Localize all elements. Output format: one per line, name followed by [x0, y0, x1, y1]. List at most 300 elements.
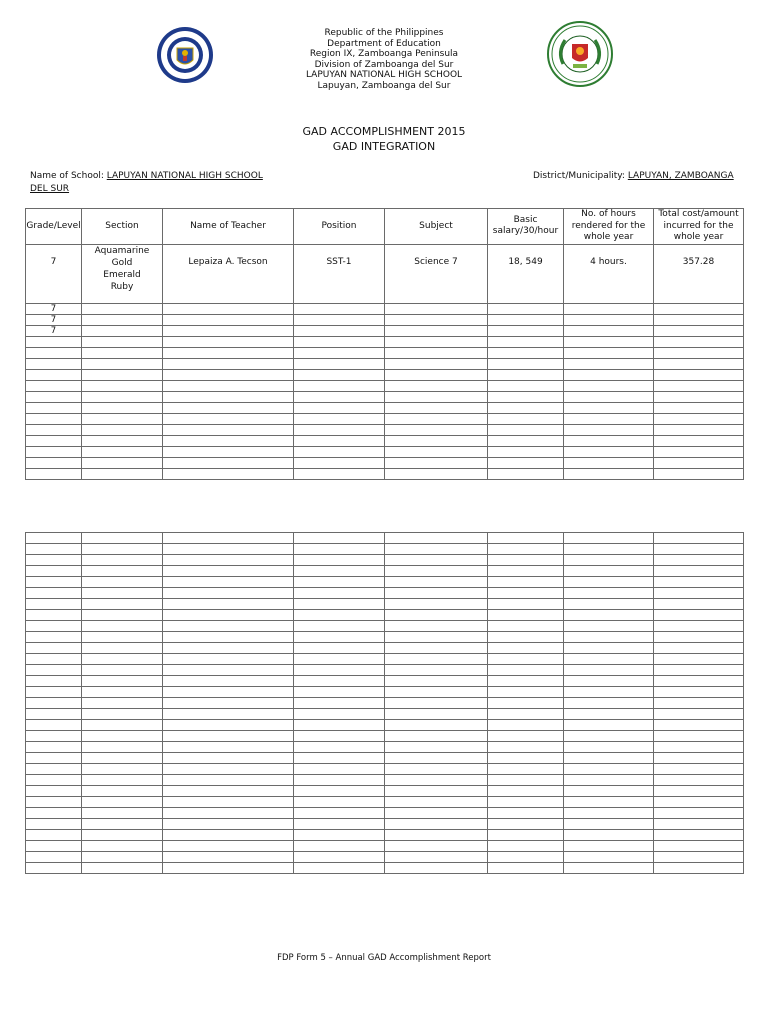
table-cell [163, 863, 294, 874]
table-row [26, 391, 744, 402]
table-cell [564, 599, 654, 610]
table-cell [385, 347, 488, 358]
table-cell [654, 632, 744, 643]
header-line: Republic of the Philippines [324, 28, 444, 38]
deped-seal-icon [151, 26, 219, 84]
table-row [26, 676, 744, 687]
table-cell [82, 446, 163, 457]
table-cell [26, 621, 82, 632]
table-cell [385, 402, 488, 413]
table-cell [294, 380, 385, 391]
table-cell [385, 665, 488, 676]
table-cell [82, 325, 163, 336]
table-row [26, 413, 744, 424]
table-cell [82, 380, 163, 391]
table-cell [654, 742, 744, 753]
table-cell [163, 577, 294, 588]
table-cell [488, 709, 564, 720]
cell-grade [26, 446, 82, 457]
table-cell [654, 830, 744, 841]
table-cell [385, 599, 488, 610]
table-cell [26, 852, 82, 863]
table-cell [294, 665, 385, 676]
table-cell [385, 468, 488, 479]
table-cell [654, 369, 744, 380]
table-cell [385, 632, 488, 643]
school-value: LAPUYAN NATIONAL HIGH SCHOOL [106, 171, 263, 181]
table-cell [163, 435, 294, 446]
table-cell [654, 336, 744, 347]
table-row [26, 775, 744, 786]
table-row [26, 380, 744, 391]
table-cell [564, 830, 654, 841]
table-cell [26, 863, 82, 874]
table-row [26, 852, 744, 863]
cell-position: SST-1 [294, 244, 385, 303]
table-cell [385, 369, 488, 380]
table-cell [26, 643, 82, 654]
table-cell [26, 632, 82, 643]
col-header-teacher: Name of Teacher [163, 209, 294, 245]
table-cell [488, 577, 564, 588]
table-cell [654, 720, 744, 731]
table-cell [294, 577, 385, 588]
table-cell [163, 544, 294, 555]
table-cell [163, 753, 294, 764]
table-cell [654, 446, 744, 457]
table-row [26, 731, 744, 742]
table-cell [82, 753, 163, 764]
table-cell [294, 863, 385, 874]
table-cell [564, 544, 654, 555]
table-cell [385, 610, 488, 621]
table-cell [82, 676, 163, 687]
table-cell [163, 632, 294, 643]
table-cell [654, 698, 744, 709]
table-cell [488, 457, 564, 468]
table-cell [294, 599, 385, 610]
table-cell [564, 314, 654, 325]
table-cell [488, 566, 564, 577]
table-cell [82, 830, 163, 841]
table-cell [564, 632, 654, 643]
table-cell [654, 555, 744, 566]
table-cell [654, 435, 744, 446]
table-row [26, 830, 744, 841]
table-row [26, 764, 744, 775]
table-cell [385, 325, 488, 336]
table-cell [564, 336, 654, 347]
table-cell [163, 830, 294, 841]
table-cell [163, 336, 294, 347]
table-cell [564, 742, 654, 753]
table-row [26, 577, 744, 588]
table-cell [385, 358, 488, 369]
section-name: Emerald [103, 269, 141, 280]
col-header-grade: Grade/Level [26, 209, 82, 245]
table-cell [385, 687, 488, 698]
table-cell [163, 852, 294, 863]
table-cell [564, 764, 654, 775]
table-cell [488, 841, 564, 852]
table-cell [82, 599, 163, 610]
table-cell [385, 380, 488, 391]
cell-grade [26, 369, 82, 380]
table-cell [385, 731, 488, 742]
table-cell [488, 599, 564, 610]
cell-grade [26, 336, 82, 347]
table-cell [82, 555, 163, 566]
form-footer: FDP Form 5 – Annual GAD Accomplishment Report [277, 953, 491, 963]
col-header-salary: Basic salary/30/hour [488, 209, 564, 245]
table-row [26, 786, 744, 797]
table-cell [163, 819, 294, 830]
table-cell [385, 830, 488, 841]
table-row [26, 244, 744, 303]
table-cell [488, 797, 564, 808]
table-row [26, 457, 744, 468]
cell-grade [26, 468, 82, 479]
table-cell [654, 457, 744, 468]
table-cell [385, 457, 488, 468]
table-cell [163, 303, 294, 314]
letterhead [240, 28, 528, 91]
table-cell [26, 588, 82, 599]
table-cell [163, 665, 294, 676]
table-row [26, 336, 744, 347]
table-cell [564, 358, 654, 369]
table-cell [488, 830, 564, 841]
table-cell [488, 808, 564, 819]
table-cell [488, 555, 564, 566]
table-cell [488, 654, 564, 665]
table-cell [82, 775, 163, 786]
table-row [26, 621, 744, 632]
table-cell [564, 391, 654, 402]
table-cell [385, 424, 488, 435]
table-cell [26, 764, 82, 775]
table-cell [294, 632, 385, 643]
table-cell [564, 709, 654, 720]
table-cell [82, 358, 163, 369]
col-header-hours: No. of hours rendered for the whole year [564, 209, 654, 245]
table-cell [26, 687, 82, 698]
table-cell [654, 687, 744, 698]
table-cell [488, 731, 564, 742]
table-cell [82, 742, 163, 753]
table-cell [26, 610, 82, 621]
table-cell [385, 709, 488, 720]
table-cell [488, 380, 564, 391]
table-cell [294, 687, 385, 698]
table-cell [564, 402, 654, 413]
table-cell [26, 544, 82, 555]
table-row [26, 753, 744, 764]
table-cell [654, 676, 744, 687]
table-cell [163, 654, 294, 665]
table-cell [82, 468, 163, 479]
table-cell [385, 566, 488, 577]
table-cell [488, 391, 564, 402]
table-cell [163, 621, 294, 632]
table-cell [385, 698, 488, 709]
table-cell [294, 621, 385, 632]
school-label: Name of School: [30, 171, 107, 181]
table-cell [564, 775, 654, 786]
cell-grade [26, 424, 82, 435]
table-cell [26, 654, 82, 665]
table-cell [82, 391, 163, 402]
cell-grade: 7 [26, 325, 82, 336]
table-cell [294, 314, 385, 325]
table-cell [385, 446, 488, 457]
table-cell [564, 577, 654, 588]
table-cell [163, 314, 294, 325]
table-cell [564, 435, 654, 446]
table-cell [82, 698, 163, 709]
table-cell [82, 402, 163, 413]
table-cell [488, 786, 564, 797]
table-cell [163, 676, 294, 687]
table-cell [163, 402, 294, 413]
table-cell [163, 841, 294, 852]
table-cell [488, 303, 564, 314]
table-cell [294, 753, 385, 764]
table-cell [564, 533, 654, 544]
table-cell [488, 347, 564, 358]
table-cell [654, 852, 744, 863]
cell-section [82, 244, 163, 303]
table-cell [82, 424, 163, 435]
table-cell [654, 533, 744, 544]
table-cell [26, 665, 82, 676]
table-cell [163, 325, 294, 336]
table-cell [654, 599, 744, 610]
table-cell [163, 424, 294, 435]
table-cell [654, 731, 744, 742]
table-cell [82, 786, 163, 797]
table-cell [82, 665, 163, 676]
table-cell [654, 424, 744, 435]
table-cell [163, 709, 294, 720]
table-cell [82, 841, 163, 852]
table-cell [488, 402, 564, 413]
school-name-field [30, 170, 290, 196]
table-cell [488, 676, 564, 687]
table-cell [294, 742, 385, 753]
table-cell [294, 676, 385, 687]
table-cell [163, 720, 294, 731]
table-cell [654, 314, 744, 325]
table-cell [294, 566, 385, 577]
table-cell [564, 413, 654, 424]
col-header-section: Section [82, 209, 163, 245]
table-cell [564, 610, 654, 621]
table-row [26, 402, 744, 413]
table-cell [163, 347, 294, 358]
table-cell [82, 533, 163, 544]
table-cell [654, 413, 744, 424]
table-cell [564, 446, 654, 457]
table-cell [564, 325, 654, 336]
table-cell [163, 599, 294, 610]
table-cell [488, 325, 564, 336]
table-cell [163, 808, 294, 819]
table-cell [163, 457, 294, 468]
table-row [26, 446, 744, 457]
table-cell [564, 347, 654, 358]
col-header-subject: Subject [385, 209, 488, 245]
cell-grade: 7 [26, 244, 82, 303]
table-cell [26, 720, 82, 731]
table-row [26, 709, 744, 720]
district-value: LAPUYAN, ZAMBOANGA [627, 171, 734, 181]
table-row [26, 643, 744, 654]
table-cell [488, 698, 564, 709]
table-cell [82, 852, 163, 863]
section-name: Gold [111, 257, 133, 268]
table-cell [564, 457, 654, 468]
table-cell [654, 709, 744, 720]
table-cell [654, 764, 744, 775]
table-cell [385, 753, 488, 764]
table-cell [564, 654, 654, 665]
table-cell [26, 731, 82, 742]
table-cell [82, 303, 163, 314]
table-cell [82, 457, 163, 468]
table-cell [385, 577, 488, 588]
table-cell [163, 468, 294, 479]
table-cell [294, 819, 385, 830]
table-cell [385, 314, 488, 325]
table-cell [294, 808, 385, 819]
table-cell [294, 336, 385, 347]
table-cell [488, 369, 564, 380]
table-row [26, 325, 744, 336]
table-cell [385, 555, 488, 566]
table-cell [654, 610, 744, 621]
table-cell [82, 731, 163, 742]
table-cell [385, 544, 488, 555]
table-cell [294, 402, 385, 413]
cell-grade [26, 347, 82, 358]
table-cell [385, 435, 488, 446]
table-cell [488, 632, 564, 643]
table-row [26, 632, 744, 643]
table-cell [564, 841, 654, 852]
table-cell [82, 687, 163, 698]
table-cell [163, 588, 294, 599]
table-cell [294, 533, 385, 544]
table-cell [488, 610, 564, 621]
school-seal-icon [545, 20, 615, 88]
table-cell [163, 533, 294, 544]
table-cell [654, 797, 744, 808]
school-value-cont: DEL SUR [30, 184, 70, 194]
table-cell [294, 775, 385, 786]
table-cell [654, 775, 744, 786]
table-cell [488, 413, 564, 424]
table-row [26, 599, 744, 610]
table-row [26, 588, 744, 599]
cell-grade [26, 380, 82, 391]
table-cell [488, 643, 564, 654]
table-cell [654, 358, 744, 369]
table-cell [82, 863, 163, 874]
table-row [26, 841, 744, 852]
table-cell [564, 720, 654, 731]
table-cell [294, 555, 385, 566]
table-cell [385, 533, 488, 544]
table-cell [654, 621, 744, 632]
table-cell [654, 380, 744, 391]
table-cell [294, 764, 385, 775]
table-cell [564, 687, 654, 698]
table-cell [294, 424, 385, 435]
table-row [26, 533, 744, 544]
table-cell [82, 643, 163, 654]
table-cell [654, 347, 744, 358]
section-name: Ruby [110, 281, 134, 292]
table-cell [82, 577, 163, 588]
table-cell [26, 797, 82, 808]
table-cell [82, 369, 163, 380]
table-cell [294, 852, 385, 863]
table-cell [26, 709, 82, 720]
table-cell [82, 435, 163, 446]
table-cell [564, 643, 654, 654]
table-cell [82, 314, 163, 325]
table-cell [82, 654, 163, 665]
cell-grade [26, 413, 82, 424]
table-cell [294, 446, 385, 457]
table-cell [385, 720, 488, 731]
table-cell [564, 753, 654, 764]
table-cell [163, 566, 294, 577]
table-cell [488, 424, 564, 435]
table-cell [294, 610, 385, 621]
table-cell [82, 797, 163, 808]
table-cell [82, 566, 163, 577]
table-cell [294, 830, 385, 841]
table-cell [488, 665, 564, 676]
table-cell [654, 303, 744, 314]
table-cell [26, 753, 82, 764]
table-cell [26, 566, 82, 577]
table-cell [26, 819, 82, 830]
table-cell [163, 687, 294, 698]
table-cell [385, 413, 488, 424]
table-cell [26, 786, 82, 797]
table-cell [488, 863, 564, 874]
table-cell [564, 808, 654, 819]
table-cell [564, 786, 654, 797]
table-cell [294, 709, 385, 720]
table-cell [163, 764, 294, 775]
district-field [533, 170, 734, 183]
table-cell [654, 588, 744, 599]
table-cell [488, 720, 564, 731]
table-cell [163, 775, 294, 786]
table-cell [564, 369, 654, 380]
table-cell [82, 709, 163, 720]
table-cell [564, 566, 654, 577]
table-cell [654, 786, 744, 797]
table-cell [294, 457, 385, 468]
table-cell [294, 698, 385, 709]
cell-grade [26, 402, 82, 413]
table-cell [163, 391, 294, 402]
